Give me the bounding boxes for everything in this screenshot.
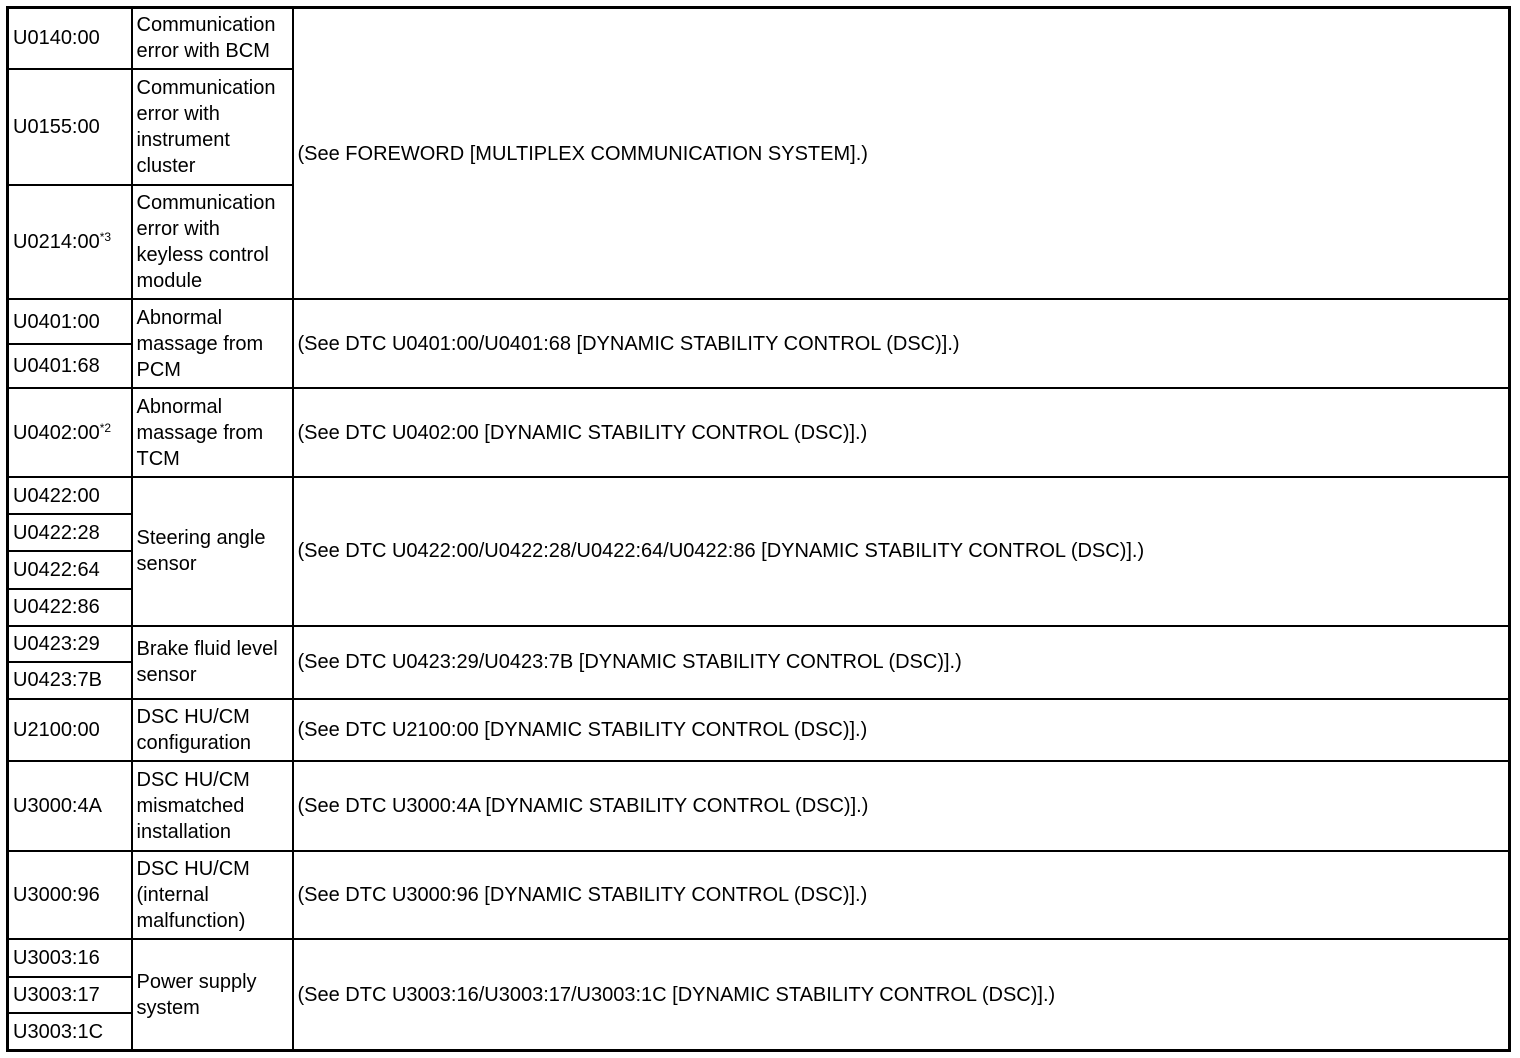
table-row [8,388,1510,477]
dtc-code: U2100:00 [8,699,132,761]
footnote-marker: *2 [99,420,112,435]
dtc-reference: (See DTC U0401:00/U0401:68 [DYNAMIC STABILITY CONTROL (DSC)].) [293,299,1510,388]
dtc-reference: (See DTC U0423:29/U0423:7B [DYNAMIC STABILITY CONTROL (DSC)].) [293,626,1510,699]
dtc-reference: (See DTC U3003:16/U3003:17/U3003:1C [DYNAMIC STABILITY CONTROL (DSC)].) [293,939,1510,1050]
dtc-code: U0423:29 [8,626,132,662]
dtc-description: Brake fluid level sensor [132,626,293,699]
dtc-code: U3000:4A [8,761,132,851]
dtc-code: U0422:86 [8,589,132,626]
dtc-reference: (See DTC U3000:4A [DYNAMIC STABILITY CONTROL (DSC)].) [293,761,1510,851]
dtc-reference: (See DTC U3000:96 [DYNAMIC STABILITY CONTROL (DSC)].) [293,851,1510,939]
dtc-table-page [6,6,1508,1052]
dtc-code [8,388,132,477]
dtc-code: U0140:00 [8,8,132,69]
dtc-code: U0155:00 [8,69,132,185]
dtc-reference: (See DTC U0402:00 [DYNAMIC STABILITY CONTROL (DSC)].) [293,388,1510,477]
dtc-description: Abnormal massage from TCM [132,388,293,477]
dtc-code: U0423:7B [8,662,132,699]
dtc-code: U3000:96 [8,851,132,939]
dtc-description: Steering angle sensor [132,477,293,625]
dtc-reference: (See DTC U2100:00 [DYNAMIC STABILITY CONTROL (DSC)].) [293,699,1510,761]
table-row [8,851,1510,939]
dtc-description: Abnormal massage from PCM [132,299,293,388]
table-row [8,477,1510,514]
dtc-code: U3003:16 [8,939,132,977]
table-row [8,8,1510,69]
dtc-table [6,6,1511,1052]
table-row [8,939,1510,977]
dtc-code: U3003:1C [8,1013,132,1050]
dtc-description: Power supply system [132,939,293,1050]
table-row [8,699,1510,761]
dtc-code: U0422:64 [8,551,132,588]
dtc-description: Communication error with keyless control module [132,185,293,299]
dtc-code-text: U0214:00 [13,230,100,253]
dtc-description: Communication error with instrument cluster [132,69,293,185]
dtc-code: U0401:68 [8,344,132,388]
dtc-description: DSC HU/CM configuration [132,699,293,761]
dtc-code: U0401:00 [8,299,132,344]
dtc-reference: (See DTC U0422:00/U0422:28/U0422:64/U0422:86 [DYNAMIC STABILITY CONTROL (DSC)].) [293,477,1510,625]
dtc-reference: (See FOREWORD [MULTIPLEX COMMUNICATION SYSTEM].) [293,8,1510,300]
dtc-code [8,185,132,299]
dtc-description: DSC HU/CM mismatched installation [132,761,293,851]
dtc-code-text: U0402:00 [13,421,100,444]
dtc-code: U0422:00 [8,477,132,514]
dtc-description: DSC HU/CM (internal malfunction) [132,851,293,939]
table-row [8,299,1510,344]
dtc-code: U0422:28 [8,514,132,551]
dtc-description: Communication error with BCM [132,8,293,69]
table-row [8,626,1510,662]
table-row [8,761,1510,851]
footnote-marker: *3 [99,229,112,244]
dtc-code: U3003:17 [8,977,132,1013]
